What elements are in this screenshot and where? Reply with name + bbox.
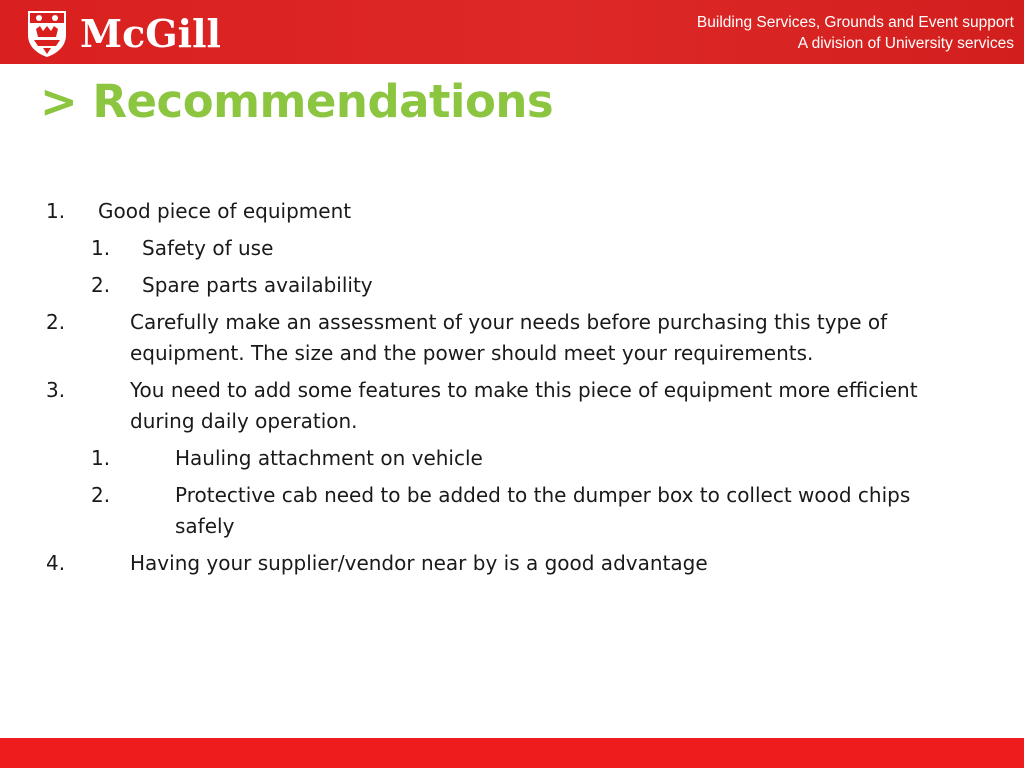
list-number: 2. (46, 310, 66, 334)
header-bar (0, 0, 1024, 64)
list-text: Good piece of equipment (98, 199, 352, 223)
sub-list-number: 2. (91, 273, 111, 297)
list-item (0, 307, 1024, 369)
list-item (0, 548, 1024, 579)
sub-list-text-line-1: Protective cab need to be added to the dumper box to collect wood chips (175, 483, 911, 507)
list-text: Having your supplier/vendor near by is a good advantage (130, 551, 708, 575)
sub-list-text: Spare parts availability (142, 273, 373, 297)
sub-list-item (0, 270, 1024, 301)
mcgill-logo (26, 8, 221, 60)
list-text-line-1: Carefully make an assessment of your needs before purchasing this type of (130, 310, 888, 334)
header-tagline (697, 12, 1014, 54)
list-text-line-1: You need to add some features to make this piece of equipment more efficient (130, 378, 918, 402)
sub-list-text: Hauling attachment on vehicle (175, 446, 483, 470)
list-text-line-2: during daily operation. (130, 409, 358, 433)
footer-bar (0, 738, 1024, 768)
sub-list-item (0, 233, 1024, 264)
sub-list-text-line-2: safely (175, 514, 235, 538)
list-number: 3. (46, 378, 66, 402)
list-item (0, 375, 1024, 437)
crest-icon (26, 9, 68, 59)
sub-list-number: 1. (91, 236, 111, 260)
list-text-line-2: equipment. The size and the power should meet your requirements. (130, 341, 814, 365)
sub-list-item (0, 443, 1024, 474)
mcgill-wordmark: McGill (80, 11, 221, 56)
list-item (0, 196, 1024, 227)
list-number: 4. (46, 551, 66, 575)
tagline-line-2: A division of University services (797, 35, 1014, 52)
tagline-line-1: Building Services, Grounds and Event support (696, 14, 1014, 31)
sub-list-text: Safety of use (142, 236, 274, 260)
list-number: 1. (46, 199, 66, 223)
recommendation-list (0, 196, 1024, 579)
sub-list-number: 1. (91, 446, 111, 470)
sub-list-number: 2. (91, 483, 111, 507)
sub-list-item (0, 480, 1024, 542)
slide-title: > Recommendations (40, 75, 554, 128)
